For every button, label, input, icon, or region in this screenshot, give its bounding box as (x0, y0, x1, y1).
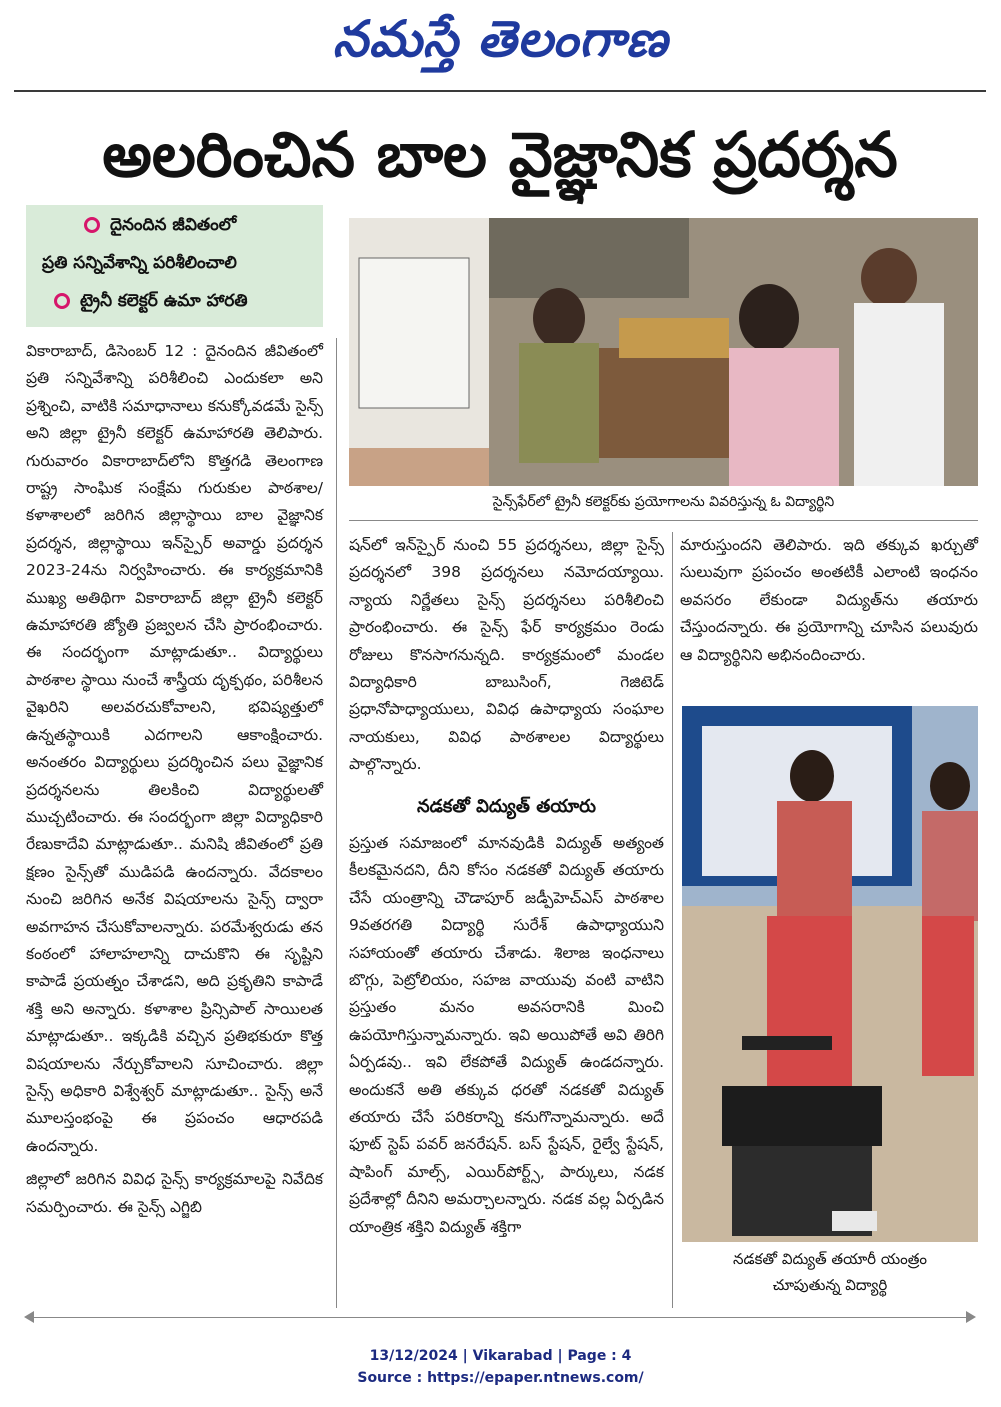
left-arrow-icon (24, 1311, 34, 1323)
bullet-icon (84, 217, 100, 233)
column-divider (672, 532, 673, 1308)
photo-caption: సైన్స్‌ఫేర్‌లో ట్రైనీ కలెక్టర్‌కు ప్రయోగాలను వివరిస్తున్న ఓ విద్యార్థిని (492, 494, 835, 510)
footer-date-page: 13/12/2024 | Vikarabad | Page : 4 (369, 1348, 632, 1364)
photo-caption (682, 1246, 978, 1298)
highlight-item (42, 253, 237, 277)
caption-line: చూపుతున్న విద్యార్థి (772, 1276, 888, 1294)
science-fair-photo (349, 218, 978, 486)
bottom-rule (30, 1317, 970, 1318)
article-column-1 (26, 338, 323, 1221)
masthead-divider (14, 90, 986, 92)
highlight-text: ప్రతి సన్నివేశాన్ని పరిశీలించాలి (42, 253, 237, 273)
bullet-icon (54, 293, 70, 309)
highlights-box (26, 205, 323, 327)
right-arrow-icon (966, 1311, 976, 1323)
article-column-3 (680, 532, 978, 669)
column-divider (336, 338, 337, 1308)
subheading: నడకతో విద్యుత్ తయారు (416, 796, 597, 817)
highlight-item (84, 215, 236, 239)
highlight-text: ట్రైనీ కలెక్టర్ ఉమా హారతి (80, 291, 248, 311)
article-body: ప్రస్తుత సమాజంలో మానవుడికి విద్యుత్ అత్యంత కీలకమైనదని, దీని కోసం నడకతో విద్యుత్ తయారు చేసే యంత్రాన్ని చౌడాపూర్ జడ్పీహెచ్‌ఎస్ పాఠశాల 9వతరగతి విద్యార్థి సురేశ్ ఉపాధ్యాయుని సహాయంతో తయారు చేశాడు. శిలాజ ఇంధనాలు బొగ్గు, పెట్రోలియం, సహజ వాయువు వంటి వాటిని ప్రస్తుతం మనం అవసరానికి మించి ఉపయోగిస్తున్నామన్నారు. ఇవి అయిపోతే అవి తిరిగి ఏర్పడవు.. ఇవి లేకపోతే విద్యుత్ ఉండదన్నారు. అందుకనే అతి తక్కువ ధరతో నడకతో విద్యుత్ తయారు చేసే పరికరాన్ని కనుగొన్నామన్నారు. అదే ఫూట్ స్టెప్ పవర్ జనరేషన్. బస్ స్టేషన్, రైల్వే స్టేషన్, షాపింగ్ మాల్స్, ఎయిర్‌పోర్ట్స్, పార్కులు, నడక ప్రదేశాల్లో దీనిని అమర్చాలన్నారు. నడక వల్ల ఏర్పడిన యాంత్రిక శక్తిని విద్యుత్ శక్తిగా (349, 834, 664, 1236)
footer-source[interactable]: Source : https://epaper.ntnews.com/ (357, 1370, 644, 1386)
highlight-item (54, 291, 248, 315)
footstep-generator-photo (682, 706, 978, 1242)
article-column-2 (349, 532, 664, 779)
article-body: షన్‌లో ఇన్‌స్పైర్ నుంచి 55 ప్రదర్శనలు, జిల్లా సైన్స్ ప్రదర్శనలో 398 ప్రదర్శనలు నమోదయ్యాయి. న్యాయ నిర్ణేతలు సైన్స్ ప్రదర్శనలు పరిశీలించి ప్రారంభించారు. ఈ సైన్స్ ఫేర్ కార్యక్రమం రెండు రోజులు కొనసాగనున్నది. కార్యక్రమంలో మండల విద్యాధికారి బాబుసింగ్, గెజిటెడ్ ప్రధానోపాధ్యాయులు, వివిధ ఉపాధ్యాయ సంఘాల నాయకులు, వివిధ పాఠశాలల విద్యార్థులు పాల్గొన్నారు. (349, 536, 664, 774)
article-body: జిల్లాలో జరిగిన వివిధ సైన్స్ కార్యక్రమాలపై నివేదిక సమర్పించారు. ఈ సైన్స్ ఎగ్జిబి (26, 1170, 323, 1216)
article-column-2b (349, 830, 664, 1241)
headline: అలరించిన బాల వైజ్ఞానిక ప్రదర్శన (102, 118, 898, 191)
caption-divider (349, 520, 978, 521)
masthead: నమస్తే తెలంగాణ (332, 10, 669, 68)
highlight-text: దైనందిన జీవితంలో (110, 215, 237, 235)
article-body: వికారాబాద్, డిసెంబర్ 12 : దైనందిన జీవితంలో ప్రతి సన్నివేశాన్ని పరిశీలించి ఎందుకలా అని ప్రశ్నించి, వాటికి సమాధానాలు కనుక్కోవడమే సైన్స్ అని జిల్లా ట్రైనీ కలెక్టర్ ఉమాహారతి తెలిపారు. గురువారం వికారాబాద్‌లోని కొత్తగడి తెలంగాణ రాష్ట్ర సాంఘిక సంక్షేమ గురుకుల పాఠశాల/కళాశాలలో జరిగిన జిల్లాస్థాయి బాల వైజ్ఞానిక ప్రదర్శన, జిల్లాస్థాయి ఇన్‌స్పైర్ అవార్డు ప్రదర్శన 2023-24ను నిర్వహించారు. ఈ కార్యక్రమానికి ముఖ్య అతిథిగా వికారాబాద్ జిల్లా ట్రైనీ కలెక్టర్ ఉమాహారతి జ్యోతి ప్రజ్వలన చేసి ప్రారంభించారు. ఈ సందర్భంగా మాట్లాడుతూ.. విద్యార్థులు పాఠశాల స్థాయి నుంచే శాస్త్రీయ దృక్పథం, పరిశీలన వైఖరిని అలవరచుకోవాలని, భవిష్యత్తులో ఉన్నతస్థాయికి ఎదగాలని ఆకాంక్షించారు. అనంతరం విద్యార్థులు ప్రదర్శించిన పలు వైజ్ఞానిక ప్రదర్శనలను తిలకించి విద్యార్థులతో ముచ్చటించారు. ఈ సందర్భంగా జిల్లా విద్యాధికారి రేణుకాదేవి మాట్లాడుతూ.. మనిషి జీవితంలో ప్రతి క్షణం సైన్స్‌తో ముడిపడి ఉందన్నారు. వేదకాలం నుంచి జరిగిన అనేక విషయాలను సైన్స్ ద్వారా అవగాహన చేసుకోవాలన్నారు. పరమేశ్వరుడు తన కంఠంలో హాలాహలాన్ని దాచుకొని ఈ సృష్టిని కాపాడే ప్రయత్నం చేశాడని, అది ప్రకృతిని కాపాడే శక్తి అని అన్నారు. కళాశాల ప్రిన్సిపాల్ సాయిలత మాట్లాడుతూ.. ఇక్కడికి వచ్చిన ప్రతిభకురూ కొత్త విషయాలను నేర్చుకోవాలని సూచించారు. జిల్లా సైన్స్ అధికారి విశ్వేశ్వర్ మాట్లాడుతూ.. సైన్స్ అనే మూలస్తంభంపై ఈ ప్రపంచం ఆధారపడి ఉందన్నారు. (26, 342, 323, 1155)
article-body: మారుస్తుందని తెలిపారు. ఇది తక్కువ ఖర్చుతో సులువుగా ప్రపంచం అంతటికీ ఎలాంటి ఇంధనం అవసరం లేకుండా విద్యుత్‌ను తయారు చేస్తుందన్నారు. ఈ ప్రయోగాన్ని చూసిన పలువురు ఆ విద్యార్థినిని అభినందించారు. (680, 536, 978, 664)
caption-line: నడకతో విద్యుత్ తయారీ యంత్రం (732, 1250, 928, 1268)
